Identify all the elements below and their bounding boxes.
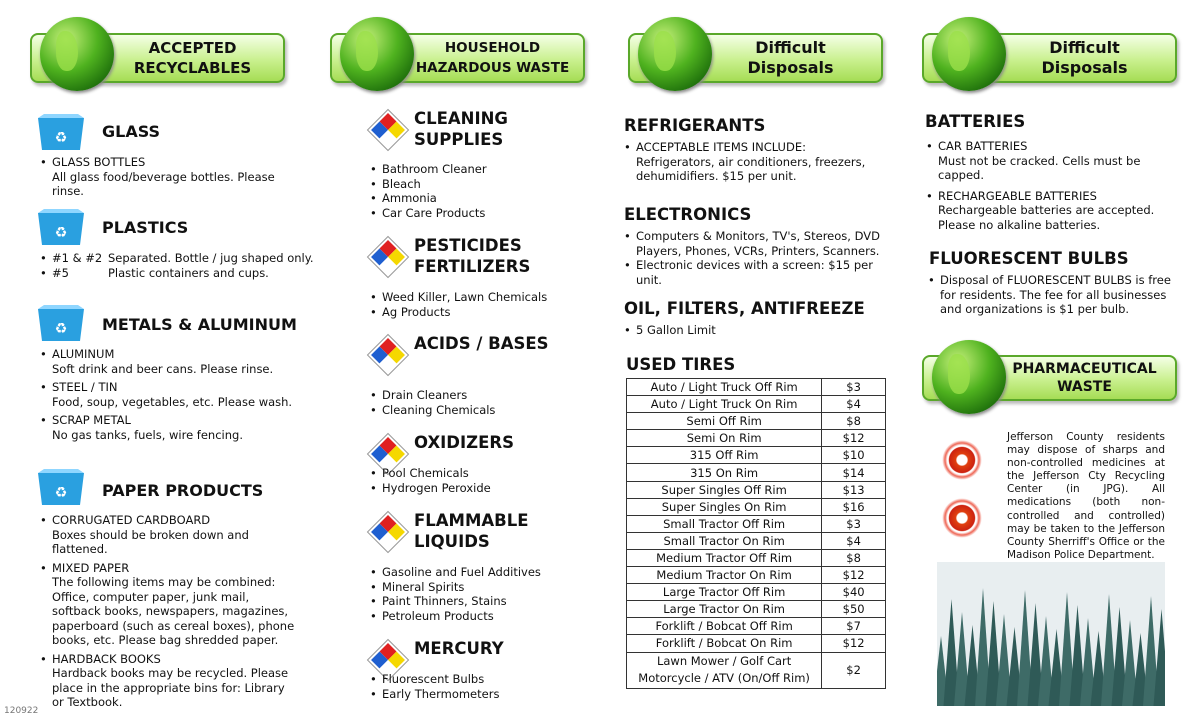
hazard-list — [366, 290, 586, 319]
section-title-used-tires: USED TIRES — [626, 355, 736, 374]
list-item: • 5 Gallon Limit — [620, 323, 890, 338]
list-item — [36, 413, 306, 442]
globe-icon — [40, 17, 114, 91]
item-detail: Refrigerators, air conditioners, freezers, dehumidifiers. $15 per unit. — [636, 154, 866, 183]
list-item: • Pool Chemicals — [366, 466, 586, 481]
list-item: • Car Care Products — [366, 206, 586, 221]
tire-type: Auto / Light Truck On Rim — [627, 396, 822, 413]
svg-text:♻: ♻ — [54, 485, 68, 501]
tire-price: $8 — [822, 549, 886, 566]
tire-price: $12 — [822, 567, 886, 584]
tire-price: $3 — [822, 515, 886, 532]
tire-price: $13 — [822, 481, 886, 498]
table-row — [627, 601, 886, 618]
list-item — [36, 347, 306, 376]
table-row — [627, 532, 886, 549]
hazard-diamond-icon — [368, 335, 408, 375]
item-detail: Separated. Bottle / jug shaped only. — [108, 251, 314, 265]
item-label: RECHARGEABLE BATTERIES — [938, 188, 1097, 203]
table-row — [627, 481, 886, 498]
batteries-list — [922, 139, 1182, 232]
tire-price: $12 — [822, 635, 886, 652]
table-row — [627, 396, 886, 413]
section-title: OXIDIZERS — [414, 433, 514, 452]
table-row — [627, 652, 886, 688]
tire-type: Medium Tractor On Rim — [627, 567, 822, 584]
item-label: SCRAP METAL — [52, 413, 131, 427]
bulbs-list — [924, 273, 1186, 317]
banner-accepted-recyclables: ACCEPTED RECYCLABLES — [30, 33, 285, 83]
list-item: • Electronic devices with a screen: $15 per unit. — [620, 258, 895, 287]
tire-type: 315 On Rim — [627, 464, 822, 481]
tire-type: 315 Off Rim — [627, 447, 822, 464]
tire-type: Super Singles Off Rim — [627, 481, 822, 498]
tire-price: $2 — [822, 652, 886, 688]
table-row — [627, 549, 886, 566]
biohazard-icon — [942, 440, 982, 480]
tire-price: $40 — [822, 584, 886, 601]
section-title-paper: PAPER PRODUCTS — [102, 481, 264, 500]
tire-price: $14 — [822, 464, 886, 481]
section-title: PESTICIDES FERTILIZERS — [414, 236, 531, 276]
section-title-oil: OIL, FILTERS, ANTIFREEZE — [624, 299, 865, 318]
electronics-list — [620, 229, 895, 287]
item-detail: All glass food/beverage bottles. Please rinse. — [52, 169, 275, 198]
tire-type: Small Tractor Off Rim — [627, 515, 822, 532]
item-label: GLASS BOTTLES — [52, 155, 146, 169]
hazard-diamond-icon — [368, 512, 408, 552]
item-detail: Soft drink and beer cans. Please rinse. — [52, 361, 274, 376]
list-item: • Gasoline and Fuel Additives — [366, 565, 586, 580]
tire-type: Small Tractor On Rim — [627, 532, 822, 549]
tire-type: Forklift / Bobcat On Rim — [627, 635, 822, 652]
tire-type-line: Motorcycle / ATV (On/Off Rim) — [638, 671, 810, 685]
item-label: STEEL / TIN — [52, 380, 118, 394]
list-item — [36, 380, 306, 409]
list-item: • Hydrogen Peroxide — [366, 481, 586, 496]
list-item: • Computers & Monitors, TV's, Stereos, DVD Players, Phones, VCRs, Printers, Scanners. — [620, 229, 895, 258]
item-label: HARDBACK BOOKS — [52, 651, 161, 666]
tire-type-line: Lawn Mower / Golf Cart — [656, 654, 792, 668]
list-item: • Weed Killer, Lawn Chemicals — [366, 290, 586, 305]
hazard-list — [366, 162, 586, 220]
list-item — [36, 561, 298, 648]
glass-list — [36, 155, 306, 199]
table-row — [627, 515, 886, 532]
recycle-bin-icon — [36, 207, 86, 247]
svg-text:♻: ♻ — [54, 130, 68, 146]
tire-type: Large Tractor On Rim — [627, 601, 822, 618]
list-item — [36, 652, 298, 710]
list-item: • Disposal of FLUORESCENT BULBS is free for residents. The fee for all businesses and organizations is $1 per bulb. — [924, 273, 1186, 317]
section-title-glass: GLASS — [102, 122, 161, 141]
banner-difficult-disposals-2: Difficult Disposals — [922, 33, 1177, 83]
hazard-list — [366, 466, 586, 495]
hazard-list — [366, 672, 586, 701]
section-title-refrigerants: REFRIGERANTS — [624, 116, 766, 135]
recycle-bin-icon — [36, 467, 86, 507]
list-item: • Cleaning Chemicals — [366, 403, 586, 418]
item-label: #5 — [52, 265, 69, 280]
list-item: • Bleach — [366, 177, 586, 192]
list-item: • Ag Products — [366, 305, 586, 320]
globe-icon — [932, 340, 1006, 414]
tire-price: $50 — [822, 601, 886, 618]
forest-image — [937, 562, 1165, 706]
globe-icon — [340, 17, 414, 91]
item-detail: Hardback books may be recycled. Please place in the appropriate bins for: Library or Textbook. — [52, 666, 289, 709]
tire-type: Auto / Light Truck Off Rim — [627, 379, 822, 396]
used-tires-table — [626, 378, 886, 689]
banner-household-hazardous: HOUSEHOLD HAZARDOUS WASTE — [330, 33, 585, 83]
list-item — [620, 140, 890, 184]
plastics-list — [36, 251, 316, 280]
recycle-bin-icon — [36, 112, 86, 152]
tire-price: $12 — [822, 430, 886, 447]
tire-price: $10 — [822, 447, 886, 464]
hazard-diamond-icon — [368, 110, 408, 150]
item-detail: Must not be cracked. Cells must be capped. — [938, 153, 1141, 182]
list-item: • Bathroom Cleaner — [366, 162, 586, 177]
list-item: • Paint Thinners, Stains — [366, 594, 586, 609]
tire-type: Semi On Rim — [627, 430, 822, 447]
item-label: ACCEPTABLE ITEMS INCLUDE: — [636, 140, 806, 154]
tire-price: $7 — [822, 618, 886, 635]
item-label: CAR BATTERIES — [938, 139, 1028, 153]
banner-pharmaceutical-waste: PHARMACEUTICAL WASTE — [922, 355, 1177, 401]
item-label: MIXED PAPER — [52, 560, 130, 575]
pharmaceutical-info: Jefferson County residents may dispose of sharps and non-controlled medicines at the Jefferson Cty Recycling Center (in JPG). All medications (both non-controlled and controlled) may be taken to the Jefferson County Sherriff's Office or the Madison Police Department. — [1007, 431, 1165, 561]
list-item: • Early Thermometers — [366, 687, 586, 702]
recycle-bin-icon — [36, 303, 86, 343]
tire-type: Forklift / Bobcat Off Rim — [627, 618, 822, 635]
biohazard-icon — [942, 498, 982, 538]
section-title: MERCURY — [414, 639, 504, 658]
table-row — [627, 584, 886, 601]
item-detail: Plastic containers and cups. — [108, 265, 269, 280]
item-detail: No gas tanks, fuels, wire fencing. — [52, 427, 243, 442]
table-row — [627, 430, 886, 447]
tire-type: Medium Tractor Off Rim — [627, 549, 822, 566]
table-row — [627, 635, 886, 652]
hazard-diamond-icon — [368, 237, 408, 277]
table-row — [627, 379, 886, 396]
section-title: CLEANING SUPPLIES — [414, 109, 508, 149]
section-title-electronics: ELECTRONICS — [624, 205, 752, 224]
item-detail: Food, soup, vegetables, etc. Please wash. — [52, 394, 293, 409]
tire-price: $4 — [822, 396, 886, 413]
list-item — [922, 189, 1182, 233]
footer-code: 120922 — [4, 706, 39, 716]
tire-price: $16 — [822, 498, 886, 515]
tire-price: $4 — [822, 532, 886, 549]
metals-list — [36, 347, 306, 442]
table-row — [627, 498, 886, 515]
list-item: • Fluorescent Bulbs — [366, 672, 586, 687]
tire-type: Super Singles On Rim — [627, 498, 822, 515]
table-row — [627, 413, 886, 430]
tire-price: $3 — [822, 379, 886, 396]
table-row — [627, 618, 886, 635]
item-label: ALUMINUM — [52, 347, 115, 361]
tire-price: $8 — [822, 413, 886, 430]
list-item: • Ammonia — [366, 191, 586, 206]
globe-icon — [638, 17, 712, 91]
list-item: • Petroleum Products — [366, 609, 586, 624]
table-row — [627, 464, 886, 481]
section-title-metals: METALS & ALUMINUM — [102, 315, 297, 334]
table-row — [627, 447, 886, 464]
svg-text:♻: ♻ — [54, 225, 68, 241]
oil-list — [620, 323, 890, 338]
paper-list — [36, 513, 298, 710]
hazard-list — [366, 565, 586, 623]
list-item — [922, 139, 1182, 183]
list-item — [36, 251, 316, 266]
tire-type — [627, 652, 822, 688]
hazard-list — [366, 388, 586, 417]
section-title: ACIDS / BASES — [414, 334, 549, 353]
globe-icon — [932, 17, 1006, 91]
list-item: • Mineral Spirits — [366, 580, 586, 595]
item-label: CORRUGATED CARDBOARD — [52, 513, 211, 527]
table-row — [627, 567, 886, 584]
banner-difficult-disposals: Difficult Disposals — [628, 33, 883, 83]
item-detail: Rechargeable batteries are accepted. Please no alkaline batteries. — [938, 203, 1155, 232]
section-title-plastics: PLASTICS — [102, 218, 189, 237]
svg-text:♻: ♻ — [54, 321, 68, 337]
list-item — [36, 155, 306, 199]
refrigerants-list — [620, 140, 890, 184]
section-title-batteries: BATTERIES — [925, 112, 1026, 131]
section-title-fluorescent-bulbs: FLUORESCENT BULBS — [929, 249, 1129, 268]
item-detail: The following items may be combined: Office, computer paper, junk mail, softback books, newspapers, magazines, paperboard (such as cereal boxes), phone books, etc. Please bag shredded paper. — [52, 575, 295, 647]
section-title: FLAMMABLE LIQUIDS — [414, 511, 529, 551]
tire-type: Semi Off Rim — [627, 413, 822, 430]
list-item — [36, 513, 298, 557]
item-detail: Boxes should be broken down and flattened. — [52, 527, 249, 556]
item-label: #1 & #2 — [52, 251, 103, 265]
list-item — [36, 266, 316, 281]
list-item: • Drain Cleaners — [366, 388, 586, 403]
tire-type: Large Tractor Off Rim — [627, 584, 822, 601]
